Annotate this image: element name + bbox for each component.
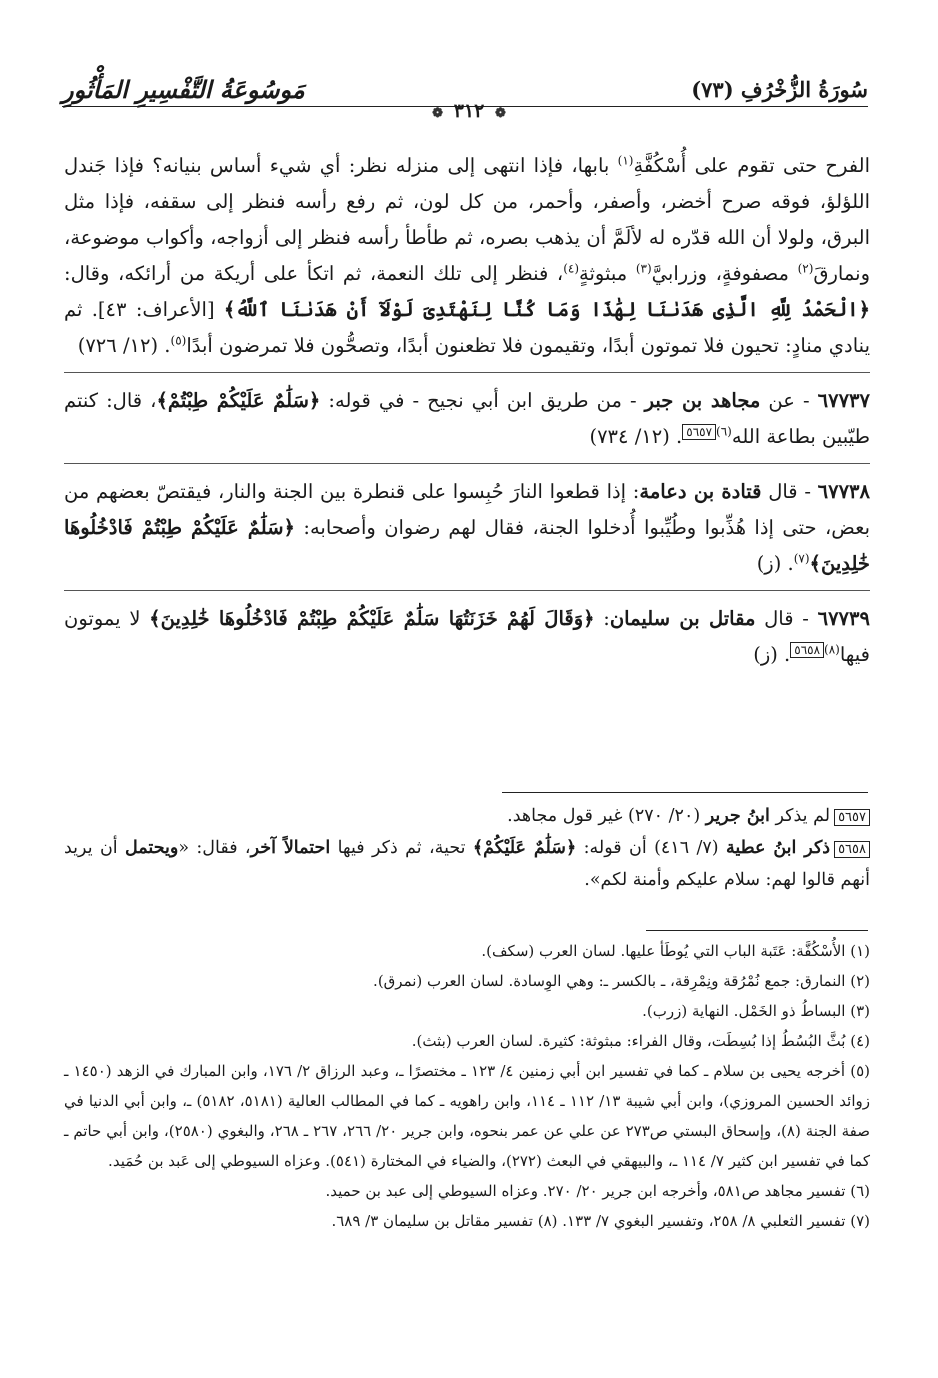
- quran-quote: ﴿سَلَٰمٌ عَلَيْكُمْ﴾: [472, 838, 577, 858]
- footnotes-divider: [646, 930, 868, 931]
- entry-67738: ٦٧٧٣٨ - قال قتادة بن دعامة: إذا قطعوا النارَ حُبِسوا على قنطرة بين الجنة والنار، فيقتصّ بعضهم من بعض، حتى إذا هُذِّبوا وطُيِّبوا أُدخلوا الجنة، فقال لهم رضوان وأصحابه: ﴿سَلَٰمٌ عَلَيْكُمْ طِبْتُمْ فَادْخُلُوهَا خَٰلِدِينَ﴾$^{(٧)}$. (ز): [64, 480, 871, 575]
- note-ref-box: ٥٦٥٧: [682, 424, 716, 440]
- footnote: (٥) أخرجه يحيى بن سلام ـ كما في تفسير ابن أبي زمنين ٤/ ١٢٣ ـ مختصرًا ـ، وعبد الرزاق ٢/ ١٧٦، وابن المبارك في الزهد (١٤٥٠ ـ زوائد الحسين المروزي)، وابن أبي شيبة ١٣/ ١١٢ ـ ١١٤، وابن راهويه ـ كما في المطالب العالية (٥١٨١، ٥١٨٢) ـ، وابن أبي الدنيا في صفة الجنة (٨)، وإسحاق البستي ص٢٧٣ عن علي عن عمر بنحوه، وابن جرير ٢٠/ ٢٦٦، ٢٦٧ ـ ٢٦٨، والبغوي (٢٥٨٠)، وابن أبي حاتم ـ كما في تفسير ابن كثير ٧/ ١١٤ ـ، والبيهقي في البعث (٢٧٢)، والضياء في المختارة (٥٤١). وعزاه السيوطي إلى عَبد بن حُمَيد.: [64, 1062, 871, 1170]
- footnote-ref: (٧): [793, 551, 810, 566]
- ornament-icon: ❁: [494, 106, 506, 121]
- note-5657: ٥٦٥٧لم يذكر ابنُ جرير (٢٠/ ٢٧٠) غير قول مجاهد.: [64, 800, 870, 832]
- note-ref-box: ٥٦٥٨: [790, 642, 824, 658]
- note-number-box: ٥٦٥٨: [834, 841, 870, 858]
- footnote: (٧) تفسير الثعلبي ٨/ ٢٥٨، وتفسير البغوي ٧/ ١٣٣. (٨) تفسير مقاتل بن سليمان ٣/ ٦٨٩.: [331, 1212, 870, 1230]
- entry-67739: ٦٧٧٣٩ - قال مقاتل بن سليمان: ﴿وَقَالَ لَهُمْ خَزَنَتُهَا سَلَٰمٌ عَلَيْكُمْ طِبْتُمْ فَادْخُلُوهَا خَٰلِدِينَ﴾ لا يموتون فيها$^{(٨)}$٥٦٥٨. (ز): [64, 607, 870, 666]
- note-5658: ٥٦٥٨ذكر ابنُ عطية (٧/ ٤١٦) أن قوله: ﴿سَلَٰمٌ عَلَيْكُمْ﴾ تحية، ثم ذكر فيها احتمالاً آخر، فقال: «ويحتمل أن يريد أنهم قالوا لهم: سلام عليكم وأمنة لكم».: [64, 838, 870, 890]
- footnote-ref: (٢): [797, 261, 814, 276]
- footnote: (٢) النمارق: جمع نُمْرُقة ونِمْرِقة، ـ بالكسر ـ: وهي الوِسادة. لسان العرب (نمرق).: [373, 972, 870, 990]
- narrator-name: مجاهد بن جبر: [644, 389, 761, 412]
- footnotes: [64, 936, 870, 1236]
- quran-quote: ﴿وَقَالَ لَهُمْ خَزَنَتُهَا سَلَٰمٌ عَلَيْكُمْ طِبْتُمْ فَادْخُلُوهَا خَٰلِدِينَ﴾: [149, 607, 595, 630]
- footnote-ref: (١): [617, 153, 634, 168]
- quran-quote: ﴿سَلَٰمٌ عَلَيْكُمْ طِبْتُمْ﴾: [156, 389, 321, 412]
- quran-quote: ﴿سَلَٰمٌ عَلَيْكُمْ طِبْتُمْ فَادْخُلُوهَا خَٰلِدِينَ﴾: [64, 516, 870, 575]
- footnote-ref: (٣): [635, 261, 652, 276]
- footnote-ref: (٨): [824, 642, 840, 657]
- entry-divider: [64, 463, 870, 464]
- page-number-line: [0, 100, 938, 122]
- notes-divider: [502, 792, 868, 793]
- page-number: ٣١٢: [453, 100, 485, 122]
- footnote: (٦) تفسير مجاهد ص٥٨١، وأخرجه ابن جرير ٢٠/ ٢٧٠. وعزاه السيوطي إلى عبد بن حميد.: [325, 1182, 870, 1200]
- footnote: (٤) بُثَّ البُسُطُ إذا بُسِطَت، وقال الفراء: مبثوثة: كثيرة. لسان العرب (بثث).: [411, 1032, 870, 1050]
- entry-divider: [64, 372, 870, 373]
- footnote: (١) الأُسْكُفَّة: عَتَبة الباب التي يُوطَأ عليها. لسان العرب (سكف).: [481, 942, 870, 960]
- entry-number: ٦٧٧٣٧: [817, 389, 870, 412]
- footnote-ref: (٦): [716, 424, 732, 439]
- entry-divider: [64, 590, 870, 591]
- surah-title: سُورَةُ الزُّخْرُفِ (٧٣): [691, 77, 868, 102]
- narrator-name: مقاتل بن سليمان: [609, 607, 756, 630]
- footnote-ref: (٥): [170, 333, 187, 348]
- note-number-box: ٥٦٥٧: [834, 809, 870, 826]
- book-title: مَوسُوعَةُ التَّفْسِيرِ المَأْثُورِ: [62, 75, 305, 104]
- entry-number: ٦٧٧٣٩: [817, 607, 870, 630]
- main-text: [64, 148, 870, 673]
- ornament-icon: ❁: [432, 106, 444, 121]
- footnote-ref: (٤): [563, 261, 580, 276]
- narrator-name: قتادة بن دعامة: [639, 480, 762, 503]
- entry-67737: ٦٧٧٣٧ - عن مجاهد بن جبر - من طريق ابن أبي نجيح - في قوله: ﴿سَلَٰمٌ عَلَيْكُمْ طِبْتُمْ﴾، قال: كنتم طيّبين بطاعة الله$^{(٦)}$٥٦٥٧. (١٢/ ٧٣٤): [64, 389, 870, 448]
- footnote: (٣) البساطُ ذو الخَمْل. النهاية (زرب).: [642, 1002, 870, 1020]
- entry-number: ٦٧٧٣٨: [817, 480, 871, 503]
- quran-quote: ﴿الْحَمْدُ لِلَّهِ الَّذِى هَدَىٰنَا لِهَٰذَا وَمَا كُنَّا لِنَهْتَدِىَ لَوْلَآ أَنْ هَدَىٰنَا ٱللَّهُ﴾: [223, 298, 870, 321]
- intro-paragraph: الفرح حتى تقوم على أُسْكُفَّةِ$^{(١)}$ بابها، فإذا انتهى إلى منزله نظر: أي شيء أساس بنيانه؟ فإذا جَندل اللؤلؤ، فوقه صرح أخضر، وأصفر، وأحمر، من كل لون، ثم رفع رأسه فنظر إلى سقفه، فإذا مثل البرق، ولولا أن الله قدّره له لألَمَّ أن يذهب بصره، ثم طأطأ رأسه فنظر إلى أزواجه، وأكواب موضوعة، ونمارقَ$^{(٢)}$ مصفوفةٍ، وزرابيَّ$^{(٣)}$ مبثوثةٍ$^{(٤)}$، فنظر إلى تلك النعمة، ثم اتكأ على أريكة من أرائكه، وقال: ﴿الْحَمْدُ لِلَّهِ الَّذِى هَدَىٰنَا لِهَٰذَا وَمَا كُنَّا لِنَهْتَدِىَ لَوْلَآ أَنْ هَدَىٰنَا ٱللَّهُ﴾ [الأعراف: ٤٣]. ثم ينادي منادٍ: تحيون فلا تموتون أبدًا، وتقيمون فلا تظعنون أبدًا، وتصحُّون فلا تمرضون أبدًا$^{(٥)}$. (١٢/ ٧٢٦): [64, 153, 870, 357]
- editorial-notes: [64, 800, 870, 896]
